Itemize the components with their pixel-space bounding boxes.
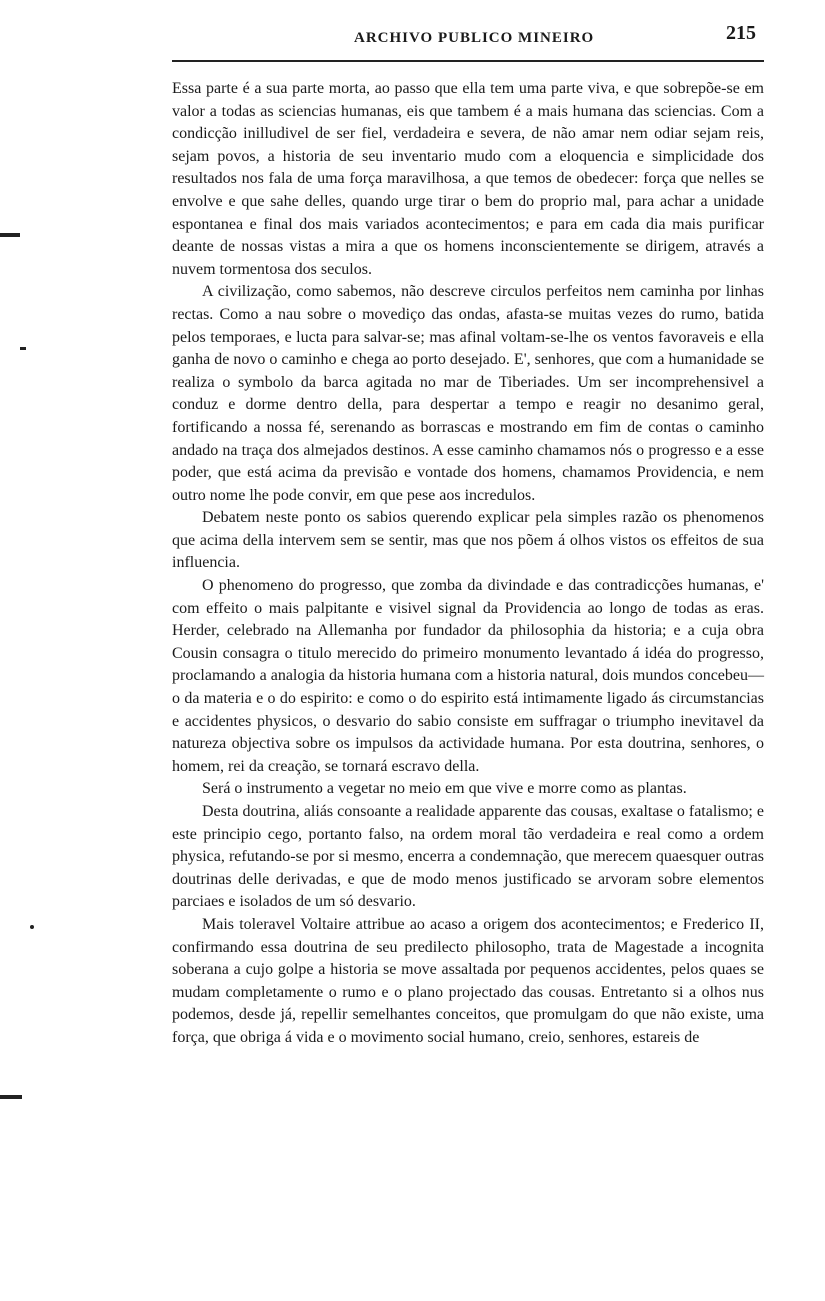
paragraph: Debatem neste ponto os sabios querendo explicar pela simples razão os phenomenos que acima della intervem sem se sentir, mas que nos põem á olhos vistos os effeitos de sua influencia. bbox=[172, 509, 764, 572]
paragraph: Desta doutrina, aliás consoante a realidade apparente das cousas, exaltase o fatalismo; e este principio cego, portanto falso, na ordem moral tão verdadeira e real como a ordem physica, refutando-se por si mesmo, encerra a condemnação, que merecem quaesquer outras doutrinas delle derivadas, e que de modo menos justificado se arvoram sobre elementos parciaes e isolados de um só desvario. bbox=[172, 803, 764, 911]
running-head bbox=[172, 22, 764, 52]
margin-mark bbox=[0, 1095, 22, 1099]
paragraph: Essa parte é a sua parte morta, ao passo que ella tem uma parte viva, e que sobrepõe-se em valor a todas as sciencias humanas, eis que tambem é a mais humana das sciencias. Com a condicção inilludivel de ser fiel, verdadeira e severa, de não amar nem odiar sejam reis, sejam povos, a historia de seu inventario mudo com a eloquencia e simplicidade dos resultados nos fala de uma força maravilhosa, a que temos de obedecer: força que nelles se envolve e que sahe delles, quando urge tirar o bem do proprio mal, para achar a unidade espontanea e final dos mais variados acontecimentos; e para em cada dia mais purificar deante de nossas vistas a mira a que os homens inconscientemente se dirigem, através a nuvem tormentosa dos seculos. bbox=[172, 80, 764, 278]
margin-mark bbox=[0, 233, 20, 237]
paragraph: Será o instrumento a vegetar no meio em que vive e morre como as plantas. bbox=[202, 780, 687, 798]
paragraph: Mais toleravel Voltaire attribue ao acaso a origem dos acontecimentos; e Frederico II, confirmando essa doutrina de seu predilecto philosopho, trata de Magestade a incognita soberana a cujo golpe a historia se move assaltada por pequenos accidentes, pelos quaes se mudam completamente o rumo e o plano projectado das cousas. Entretanto si a olhos nus podemos, desde já, repellir semelhantes conceitos, que promulgam do que não existe, uma força, que obriga á vida e o movimento social humano, creio, senhores, estareis de bbox=[172, 915, 764, 1046]
paragraph: A civilização, como sabemos, não descreve circulos perfeitos nem caminha por linhas rectas. Como a nau sobre o movediço das ondas, afasta-se muitas vezes do rumo, batida pelos temporaes, e lucta para salvar-se; mas afinal voltam-se-lhe os ventos favoraveis e ella ganha de novo o caminho e chega ao porto desejado. E', senhores, que com a humanidade se realiza o symbolo da barca agitada no mar de Tiberiades. Um ser incomprehensivel a conduz e dorme dentro della, para despertar a tempo e reagir no desanimo geral, fortificando a nossa fé, serenando as borrascas e mostrando em fim de contas o caminho andado na traça dos almejados destinos. A esse caminho chamamos nós o progresso e a esse poder, que está acima da previsão e vontade dos homens, chamamos Providencia, e nem outro nome lhe pode convir, em que pese aos incredulos. bbox=[172, 283, 764, 504]
header-rule bbox=[172, 60, 764, 62]
paragraph: O phenomeno do progresso, que zomba da divindade e das contradicções humanas, e' com effeito o mais palpitante e visivel signal da Providencia ao longo de todas as eras. Herder, celebrado na Allemanha por fundador da philosophia da historia; e a cuja obra Cousin consagra o titulo merecido do primeiro monumento levantado á idéa do progresso, proclamando a analogia da historia humana com a historia natural, dois mundos concebeu—o da materia e o do espirito: e como o do espirito está intimamente ligado ás circumstancias e accidentes physicos, o desvario do sabio consiste em suffragar o triumpho inevitavel da natureza objectiva sobre os impulsos da actividade humana. Por esta doutrina, senhores, o homem, rei da creação, se tornará escravo della. bbox=[172, 577, 764, 775]
running-head-title: ARCHIVO PUBLICO MINEIRO bbox=[354, 30, 595, 46]
margin-mark bbox=[20, 347, 26, 350]
page-number: 215 bbox=[726, 22, 756, 44]
margin-mark bbox=[30, 925, 34, 929]
body-text bbox=[172, 78, 764, 1050]
